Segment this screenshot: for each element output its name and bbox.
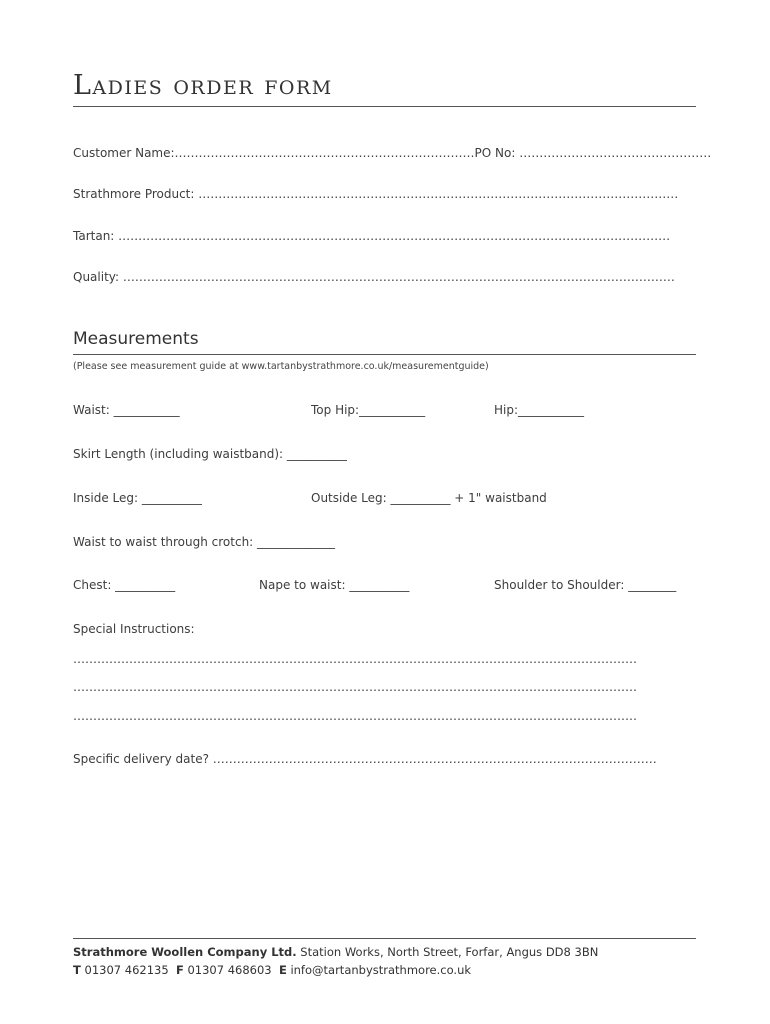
fax-number: 01307 468603 — [187, 963, 272, 977]
telephone-number: 01307 462135 — [84, 963, 169, 977]
waist-to-waist-field[interactable]: Waist to waist through crotch: _____________ — [73, 535, 336, 549]
measurements-heading: Measurements — [73, 329, 199, 349]
waist-field[interactable]: Waist: ___________ — [73, 403, 180, 417]
top-hip-field[interactable]: Top Hip:___________ — [311, 403, 426, 417]
shoulder-to-shoulder-field[interactable]: Shoulder to Shoulder: ________ — [494, 578, 677, 592]
skirt-length-field[interactable]: Skirt Length (including waistband): __________ — [73, 447, 347, 461]
special-instructions-line-2[interactable]: …………………………………………………………………………………………………………………………… — [73, 680, 637, 694]
fax-label: F — [175, 963, 184, 977]
chest-field[interactable]: Chest: __________ — [73, 578, 176, 592]
inside-leg-field[interactable]: Inside Leg: __________ — [73, 491, 202, 505]
title-divider — [73, 106, 696, 107]
special-instructions-label: Special Instructions: — [73, 622, 195, 636]
special-instructions-line-1[interactable]: …………………………………………………………………………………………………………………………… — [73, 652, 637, 666]
company-name: Strathmore Woollen Company Ltd. — [73, 945, 297, 959]
strathmore-product-field[interactable]: Strathmore Product: ………………………………………………………………………………………………………… — [73, 187, 679, 201]
company-address: Station Works, North Street, Forfar, Angus DD8 3BN — [300, 945, 599, 959]
measurement-guide-note: (Please see measurement guide at www.tartanbystrathmore.co.uk/measurementguide) — [73, 361, 489, 372]
footer-divider — [73, 938, 696, 939]
page-title: Ladies order form — [73, 70, 333, 101]
delivery-date-field[interactable]: Specific delivery date? ………………………………………………………………………………………………… — [73, 752, 657, 766]
nape-to-waist-field[interactable]: Nape to waist: __________ — [259, 578, 410, 592]
quality-field[interactable]: Quality: ………………………………………………………………………………………………………………………… — [73, 270, 675, 284]
special-instructions-line-3[interactable]: …………………………………………………………………………………………………………………………… — [73, 709, 637, 723]
footer-contact-line — [73, 963, 471, 977]
hip-field[interactable]: Hip:___________ — [494, 403, 585, 417]
customer-name-field[interactable]: Customer Name:…………………………………………………………………PO No: ………………………………………… — [73, 146, 712, 160]
email-label: E — [278, 963, 287, 977]
tartan-field[interactable]: Tartan: ………………………………………………………………………………………………………………………… — [73, 229, 671, 243]
email-address: info@tartanbystrathmore.co.uk — [290, 963, 472, 977]
telephone-label: T — [73, 963, 81, 977]
measurements-divider — [73, 354, 696, 355]
outside-leg-field[interactable]: Outside Leg: __________ + 1" waistband — [311, 491, 547, 505]
footer-company-line — [73, 945, 598, 959]
